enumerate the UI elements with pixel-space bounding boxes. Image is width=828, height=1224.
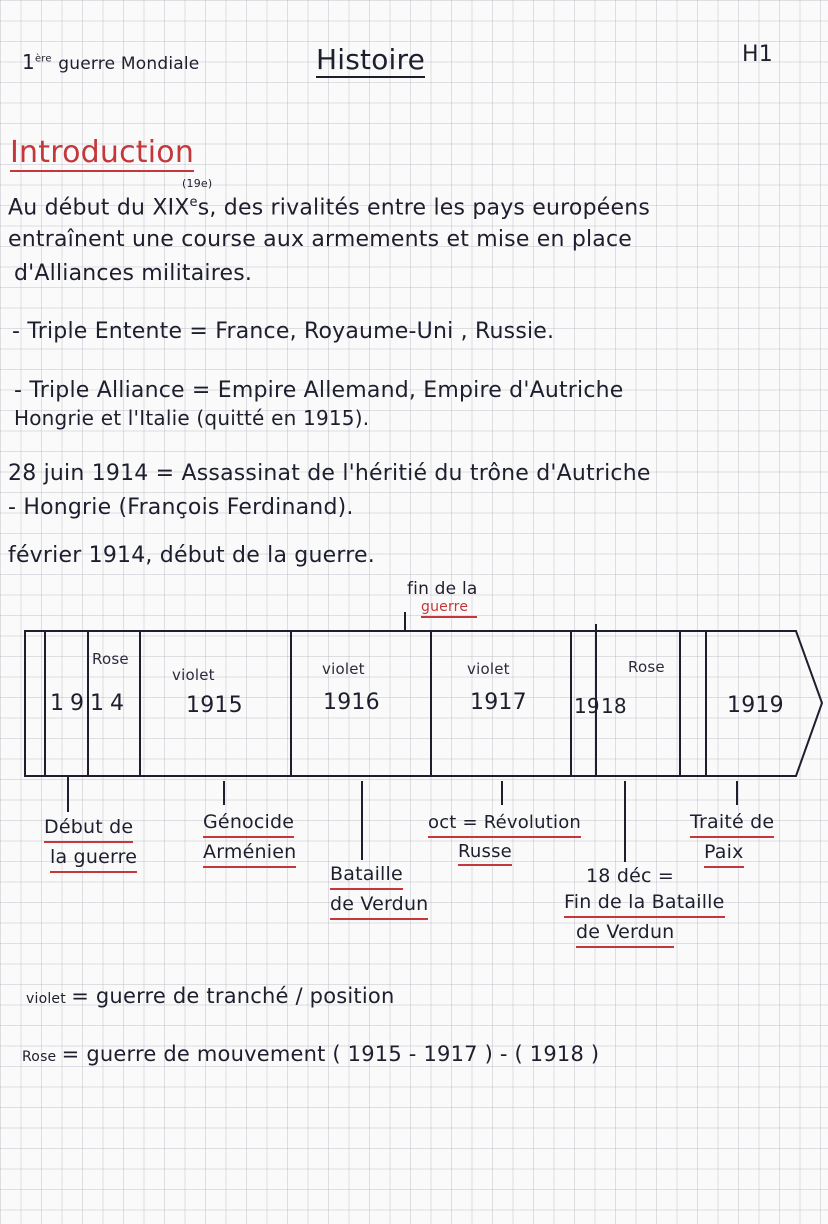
legend-violet — [26, 986, 394, 1007]
intro-annotation: (19e) — [182, 177, 213, 190]
legend-rose-key: Rose — [22, 1049, 57, 1065]
label-bataille-verdun: Bataille de Verdun — [330, 864, 428, 920]
label-revolution-russe: oct = Révolution Russe — [428, 812, 581, 866]
label-debut-guerre: Début de la guerre — [44, 817, 137, 873]
label-genocide: Génocide Arménien — [203, 812, 296, 868]
legend-rose-value: = guerre de mouvement ( 1915 - 1917 ) - ( 1918 ) — [61, 1042, 600, 1066]
triple-alliance-line-2: Hongrie et l'Italie (quitté en 1915). — [14, 406, 370, 430]
intro-line-2: entraînent une course aux armements et mise en place — [8, 227, 633, 252]
label-fin-verdun: 18 déc = Fin de la Bataille de Verdun — [564, 866, 725, 948]
intro-line-3: d'Alliances militaires. — [14, 261, 253, 286]
intro-line-1: Au début du XIXes, des rivalités entre les pays européens — [8, 195, 651, 221]
triple-entente: - Triple Entente = France, Royaume-Uni , Russie. — [12, 319, 555, 344]
assassinat-line-2: - Hongrie (François Ferdinand). — [8, 495, 354, 520]
timeline-arrow-outline — [25, 631, 822, 776]
section-heading: Introduction — [10, 135, 195, 170]
assassinat-line-1: 28 juin 1914 = Assassinat de l'héritié du trône d'Autriche — [8, 461, 651, 486]
segment-year: 19 — [574, 694, 600, 718]
segment-color: violet — [322, 660, 365, 678]
segment-color: violet — [467, 660, 510, 678]
legend-rose — [22, 1044, 599, 1065]
label-traite-paix: Traité de Paix — [690, 812, 774, 868]
course-title: 1ère guerre Mondiale — [22, 50, 200, 74]
segment-color: violet — [172, 666, 215, 684]
segment-year: 1914 — [50, 691, 130, 716]
segment-year: 18 — [601, 694, 627, 718]
debut-guerre-line: février 1914, début de la guerre. — [8, 543, 375, 568]
segment-year: 1915 — [186, 693, 243, 718]
segment-year: 1916 — [323, 690, 380, 715]
chapter-code: H1 — [742, 42, 773, 67]
segment-color: Rose — [92, 650, 129, 668]
course-title-text: guerre Mondiale — [58, 54, 200, 74]
segment-color: Rose — [628, 658, 665, 676]
legend-violet-value: = guerre de tranché / position — [71, 984, 395, 1008]
end-war-label: fin de la guerre — [407, 581, 477, 618]
segment-year: 1917 — [470, 690, 527, 715]
segment-year: 1919 — [727, 693, 784, 718]
triple-alliance-line-1: - Triple Alliance = Empire Allemand, Empire d'Autriche — [14, 378, 624, 403]
legend-violet-key: violet — [26, 991, 66, 1007]
subject-title: Histoire — [316, 43, 426, 76]
